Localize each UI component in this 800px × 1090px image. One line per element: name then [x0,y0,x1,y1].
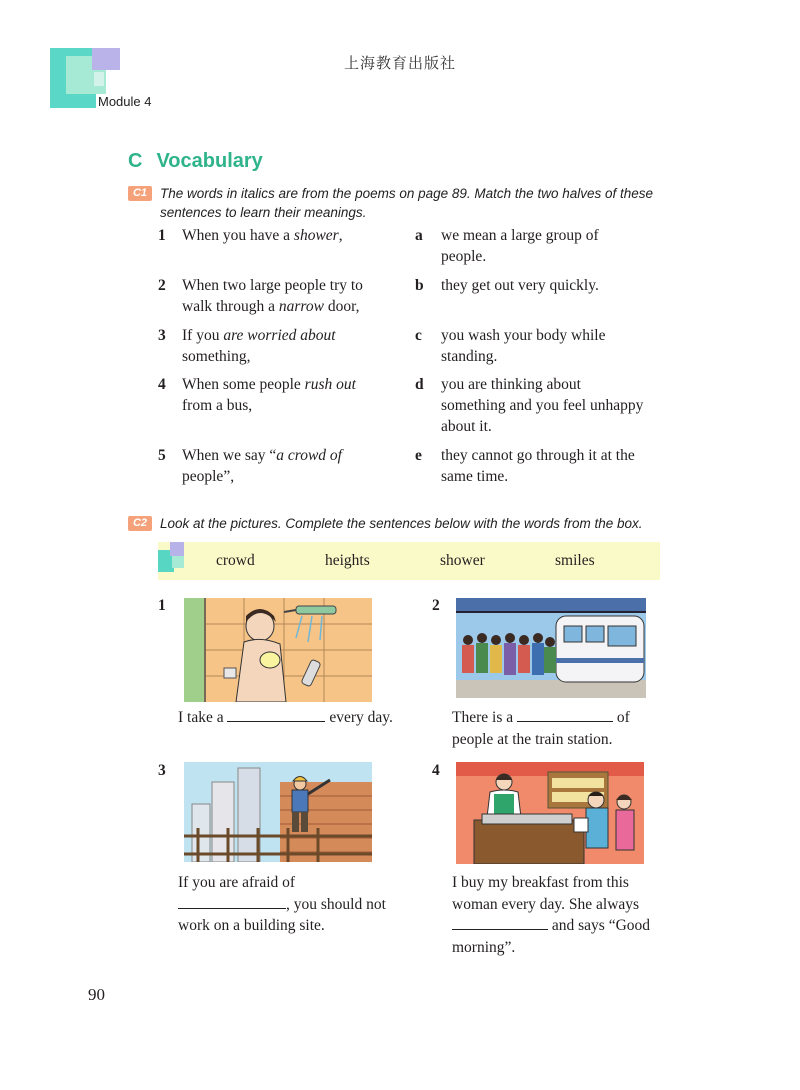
shower-picture [184,598,372,702]
c1-instruction [160,184,700,222]
left-item-5: When we say “a crowd of people”, [182,447,342,485]
right-item-a: we mean a large group of people. [441,227,599,265]
picture-num-4: 4 [432,762,440,779]
left-num-3: 3 [158,327,166,344]
word-box-decor-2 [170,542,184,556]
word-box-decor-3 [172,556,184,568]
left-num-1: 1 [158,227,166,244]
section-name: Vocabulary [156,150,263,172]
train-station-picture [456,598,646,698]
section-letter: C [128,150,143,172]
right-letter-c: c [415,327,422,344]
page-number: 90 [88,985,105,1004]
right-letter-b: b [415,277,424,294]
left-item-4: When some people rush out from a bus, [182,376,356,414]
building-site-picture [184,762,372,862]
right-letter-d: d [415,376,424,393]
picture-num-1: 1 [158,597,166,614]
left-num-2: 2 [158,277,166,294]
right-letter-a: a [415,227,423,244]
word-crowd: crowd [216,552,255,569]
blank-1[interactable] [227,707,325,722]
word-box [158,542,660,580]
sentence-4: I buy my breakfast from this woman every day. She always and says “Good morning”. [452,874,651,956]
word-heights: heights [325,552,370,569]
word-smiles: smiles [555,552,595,569]
right-letter-e: e [415,447,422,464]
c1-badge: C1 [128,186,152,201]
right-item-c: you wash your body while standing. [441,327,606,365]
picture-num-3: 3 [158,762,166,779]
sentence-2: There is a of people at the train station. [452,709,630,748]
picture-num-2: 2 [432,597,440,614]
sentence-1: I take a every day. [178,709,393,726]
right-item-e: they cannot go through it at the same time. [441,447,635,485]
left-item-3: If you are worried about something, [182,327,336,365]
c2-badge: C2 [128,516,152,531]
header-decor-small [94,72,104,86]
left-item-1: When you have a shower, [182,227,343,244]
section-title [128,150,263,173]
sentence-3: If you are afraid of , you should not work on a building site. [178,874,386,934]
blank-3[interactable] [178,894,286,909]
right-item-b: they get out very quickly. [441,277,599,294]
c1-instruction-line1: The words in italics are from the poems on page 89. Match the two halves of these [160,186,654,201]
c2-instruction: Look at the pictures. Complete the sentences below with the words from the box. [160,516,643,531]
blank-4[interactable] [452,915,548,930]
left-item-2: When two large people try to walk through a narrow door, [182,277,363,315]
module-label: Module 4 [98,94,152,109]
breakfast-shop-picture [456,762,644,864]
publisher-name: 上海教育出版社 [343,55,456,72]
c1-instruction-line2: sentences to learn their meanings. [160,205,367,220]
blank-2[interactable] [517,707,613,722]
right-item-d: you are thinking about something and you feel unhappy about it. [441,376,644,435]
left-num-5: 5 [158,447,166,464]
word-shower: shower [440,552,485,569]
left-num-4: 4 [158,376,166,393]
